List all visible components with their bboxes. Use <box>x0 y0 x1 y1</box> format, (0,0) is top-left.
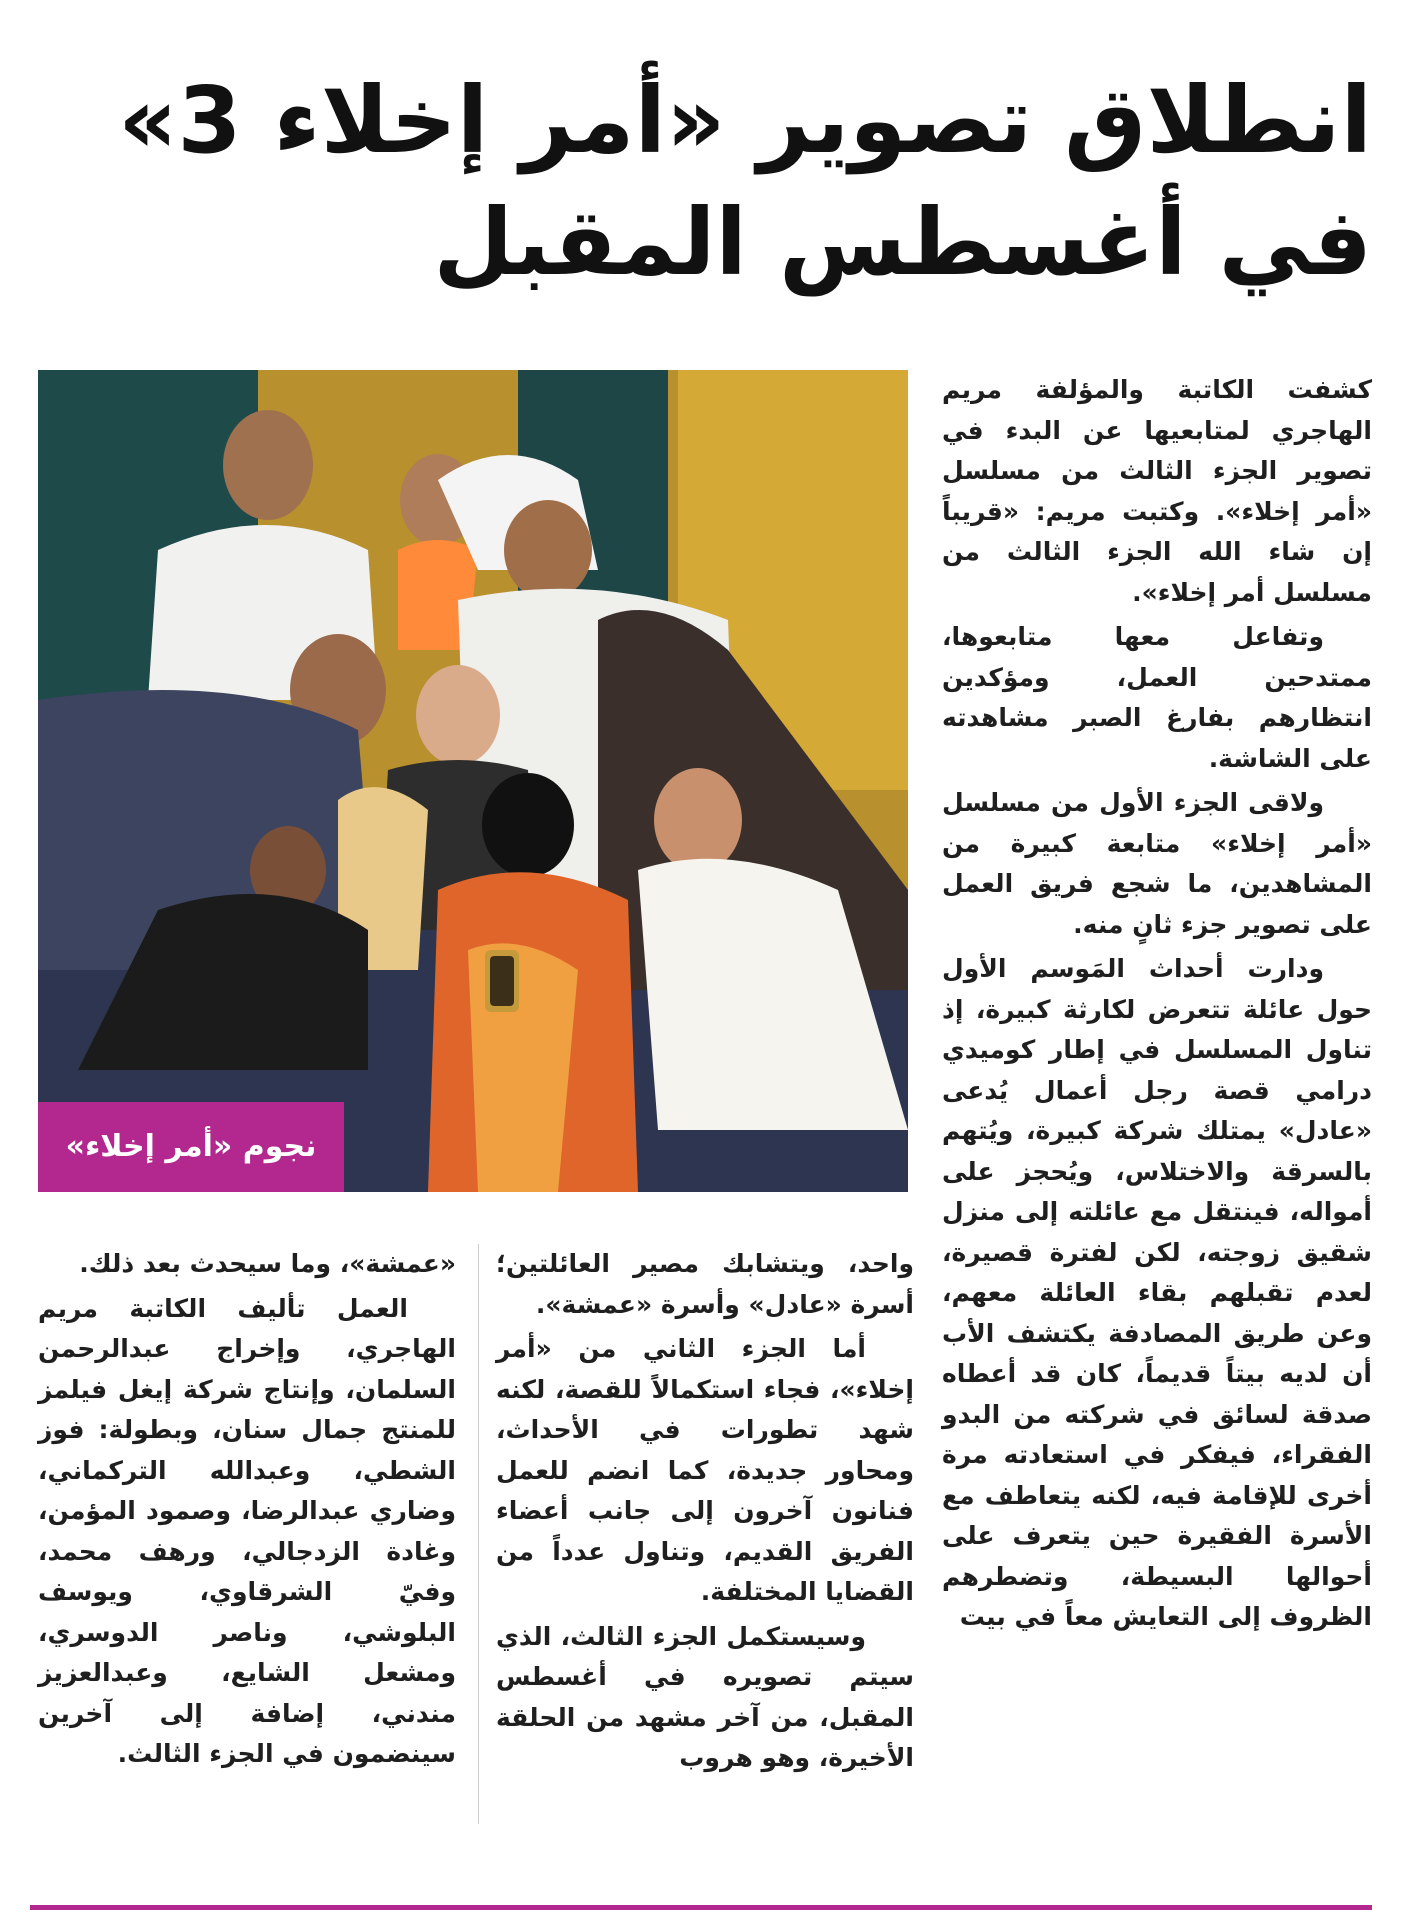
column-rule <box>478 1244 479 1824</box>
paragraph: وتفاعل معها متابعوها، ممتدحين العمل، ومؤكدين انتظارهم بفارغ الصبر مشاهدته على الشاشة. <box>942 622 1372 773</box>
paragraph: واحد، ويتشابك مصير العائلتين؛ أسرة «عادل» وأسرة «عمشة». <box>496 1249 914 1319</box>
photo-caption: نجوم «أمر إخلاء» <box>38 1102 344 1192</box>
article-column-1 <box>942 370 1372 1642</box>
headline-line-1: انطلاق تصوير «أمر إخلاء 3» <box>118 67 1372 174</box>
article-column-3 <box>38 1244 456 1779</box>
headline <box>42 60 1372 304</box>
paragraph: وسيستكمل الجزء الثالث، الذي سيتم تصويره في أغسطس المقبل، من آخر مشهد من الحلقة الأخيرة، وهو هروب <box>496 1621 914 1772</box>
paragraph: كشفت الكاتبة والمؤلفة مريم الهاجري لمتابعيها عن البدء في تصوير الجزء الثالث من مسلسل «أمر إخلاء». وكتبت مريم: «قريباً إن شاء الله الجزء الثالث من مسلسل أمر إخلاء». <box>942 375 1372 607</box>
paragraph: ولاقى الجزء الأول من مسلسل «أمر إخلاء» متابعة كبيرة من المشاهدين، ما شجع فريق العمل على تصوير جزء ثانٍ منه. <box>942 788 1372 939</box>
article-column-2 <box>496 1244 914 1783</box>
page-divider <box>30 1905 1372 1910</box>
paragraph: ودارت أحداث المَوسم الأول حول عائلة تتعرض لكارثة كبيرة، إذ تناول المسلسل في إطار كوميدي درامي قصة رجل أعمال يُدعى «عادل» يمتلك شركة كبيرة، ويُتهم بالسرقة والاختلاس، ويُحجز على أمواله، فينتقل مع عائلته إلى منزل شقيق زوجته، لكن لفترة قصيرة، لعدم تقبلهم بقاء العائلة معهم، وعن طريق المصادفة يكتشف الأب أن لديه بيتاً قديماً، كان قد أعطاه صدقة لسائق في شركته من البدو الفقراء، فيفكر في استعادته مرة أخرى للإقامة فيه، لكنه يتعاطف مع الأسرة الفقيرة حين يتعرف على أحوالها البسيطة، وتضطرهم الظروف إلى التعايش معاً في بيت <box>942 954 1372 1631</box>
cast-photo-illustration <box>38 370 908 1192</box>
paragraph: أما الجزء الثاني من «أمر إخلاء»، فجاء استكمالاً للقصة، لكنه شهد تطورات في الأحداث، ومحاور جديدة، كما انضم للعمل فنانون آخرون إلى جانب أعضاء الفريق القديم، وتناول عدداً من القضايا المختلفة. <box>496 1334 914 1606</box>
paragraph: «عمشة»، وما سيحدث بعد ذلك. <box>79 1249 456 1278</box>
headline-line-2: في أغسطس المقبل <box>433 189 1372 296</box>
cast-photo <box>38 370 908 1192</box>
paragraph: العمل تأليف الكاتبة مريم الهاجري، وإخراج عبدالرحمن السلمان، وإنتاج شركة إيغل فيلمز للمنتج جمال سنان، وبطولة: فوز الشطي، وعبدالله التركماني، وضاري عبدالرضا، وصمود المؤمن، وغادة الزدجالي، ورهف محمد، وفيّ الشرقاوي، ويوسف البلوشي، وناصر الدوسري، ومشعل الشايع، وعبدالعزيز مندني، إضافة إلى آخرين سينضمون في الجزء الثالث. <box>38 1293 456 1768</box>
